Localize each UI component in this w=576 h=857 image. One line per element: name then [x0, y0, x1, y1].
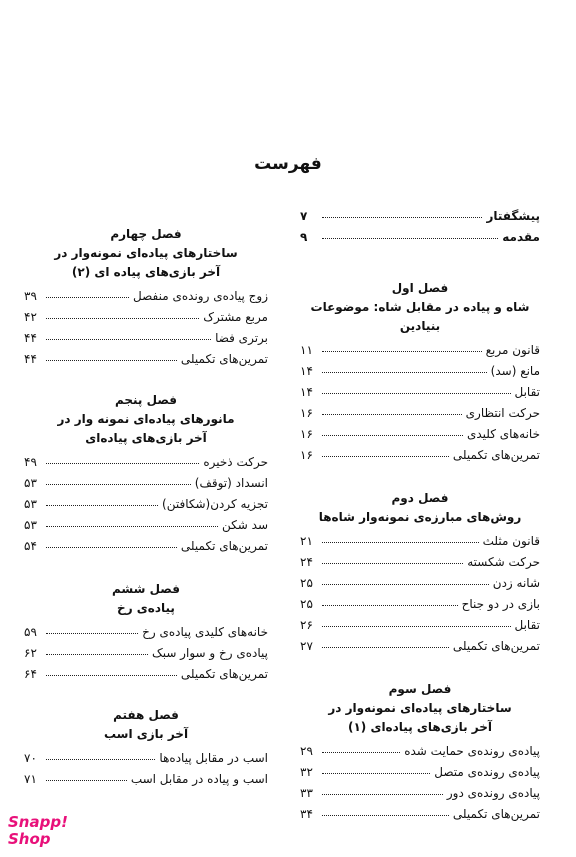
chapter-subtitle: آخر بازی‌های پیاده‌ای (۱) [347, 720, 493, 734]
chapter-heading: فصل سوم [388, 682, 452, 696]
chapter-2 [300, 488, 540, 653]
chapter-heading: فصل پنجم [114, 393, 178, 407]
chapter-1 [300, 278, 540, 462]
chapter-4 [24, 224, 268, 366]
toc-entry[interactable]: مانع (سد) ۱۴ [300, 364, 540, 378]
chapter-subtitle: مانورهای پیاده‌ای نمونه وار در [57, 412, 235, 426]
chapter-5 [24, 390, 268, 553]
toc-entry[interactable]: انسداد (توقف) ۵۳ [24, 476, 268, 490]
toc-entry[interactable]: مقدمه ۹ [300, 230, 540, 244]
chapter-subtitle: ساختارهای پیاده‌ای نمونه‌وار در [54, 246, 238, 260]
watermark-line-1: Snapp! [8, 813, 68, 831]
front-matter [300, 202, 540, 244]
chapter-7 [24, 705, 268, 786]
chapter-subtitle: ساختارهای پیاده‌ای نمونه‌وار در [328, 701, 512, 715]
toc-entry[interactable]: قانون مثلث ۲۱ [300, 534, 540, 548]
chapter-3 [300, 679, 540, 821]
toc-entry[interactable]: تمرین‌های تکمیلی ۴۴ [24, 352, 268, 366]
toc-entry[interactable]: مربع مشترک ۴۲ [24, 310, 268, 324]
chapter-subtitle: روش‌های مبارزه‌ی نمونه‌وار شاه‌ها [318, 510, 522, 524]
toc-entry[interactable]: برتری فضا ۴۴ [24, 331, 268, 345]
toc-entry[interactable]: تقابل ۱۴ [300, 385, 540, 399]
chapter-heading: فصل چهارم [110, 227, 182, 241]
toc-entry[interactable]: پیاده‌ی رونده‌ی حمایت شده ۲۹ [300, 744, 540, 758]
toc-entry[interactable]: قانون مربع ۱۱ [300, 343, 540, 357]
toc-entry[interactable]: سد شکن ۵۳ [24, 518, 268, 532]
toc-left-column [24, 224, 268, 806]
toc-entry[interactable]: تمرین‌های تکمیلی ۵۴ [24, 539, 268, 553]
toc-entry[interactable]: تمرین‌های تکمیلی ۳۴ [300, 807, 540, 821]
toc-entry[interactable]: اسب در مقابل پیاده‌ها ۷۰ [24, 751, 268, 765]
chapter-subtitle: آخر بازی اسب [103, 727, 189, 741]
toc-entry[interactable]: پیاده‌ی رونده‌ی دور ۳۳ [300, 786, 540, 800]
toc-entry[interactable]: پیاده‌ی رونده‌ی متصل ۳۲ [300, 765, 540, 779]
toc-entry[interactable]: حرکت شکسته ۲۴ [300, 555, 540, 569]
toc-entry[interactable]: پیاده‌ی رخ و سوار سبک ۶۲ [24, 646, 268, 660]
page-title: فهرست [254, 154, 322, 174]
toc-right-column [300, 202, 540, 841]
toc-entry[interactable]: تجزیه کردن(شکافتن) ۵۳ [24, 497, 268, 511]
chapter-subtitle: شاه و پیاده در مقابل شاه: موضوعات بنیادین [310, 300, 530, 333]
toc-entry[interactable]: تمرین‌های تکمیلی ۲۷ [300, 639, 540, 653]
chapter-subtitle: آخر بازی‌های پیاده ای (۲) [71, 265, 221, 279]
watermark-line-2: Shop [8, 830, 51, 848]
toc-entry[interactable]: اسب و پیاده در مقابل اسب ۷۱ [24, 772, 268, 786]
toc-entry[interactable]: تقابل ۲۶ [300, 618, 540, 632]
snappshop-watermark [8, 814, 70, 848]
toc-entry[interactable]: پیشگفتار ۷ [300, 209, 540, 223]
chapter-6 [24, 579, 268, 681]
toc-entry[interactable]: تمرین‌های تکمیلی ۱۶ [300, 448, 540, 462]
toc-entry[interactable]: حرکت انتظاری ۱۶ [300, 406, 540, 420]
toc-entry[interactable]: شانه زدن ۲۵ [300, 576, 540, 590]
toc-entry[interactable]: زوج پیاده‌ی رونده‌ی منفصل ۳۹ [24, 289, 268, 303]
chapter-heading: فصل هفتم [113, 708, 179, 722]
toc-entry[interactable]: حرکت ذخیره ۴۹ [24, 455, 268, 469]
toc-entry[interactable]: خانه‌های کلیدی پیاده‌ی رخ ۵۹ [24, 625, 268, 639]
chapter-heading: فصل ششم [112, 582, 180, 596]
toc-entry[interactable]: بازی در دو جناح ۲۵ [300, 597, 540, 611]
toc-entry[interactable]: تمرین‌های تکمیلی ۶۴ [24, 667, 268, 681]
chapter-subtitle: پیاده‌ی رخ [117, 601, 175, 615]
chapter-heading: فصل اول [391, 281, 449, 295]
chapter-subtitle: آخر بازی‌های پیاده‌ای [85, 431, 207, 445]
chapter-heading: فصل دوم [391, 491, 449, 505]
toc-entry[interactable]: خانه‌های کلیدی ۱۶ [300, 427, 540, 441]
